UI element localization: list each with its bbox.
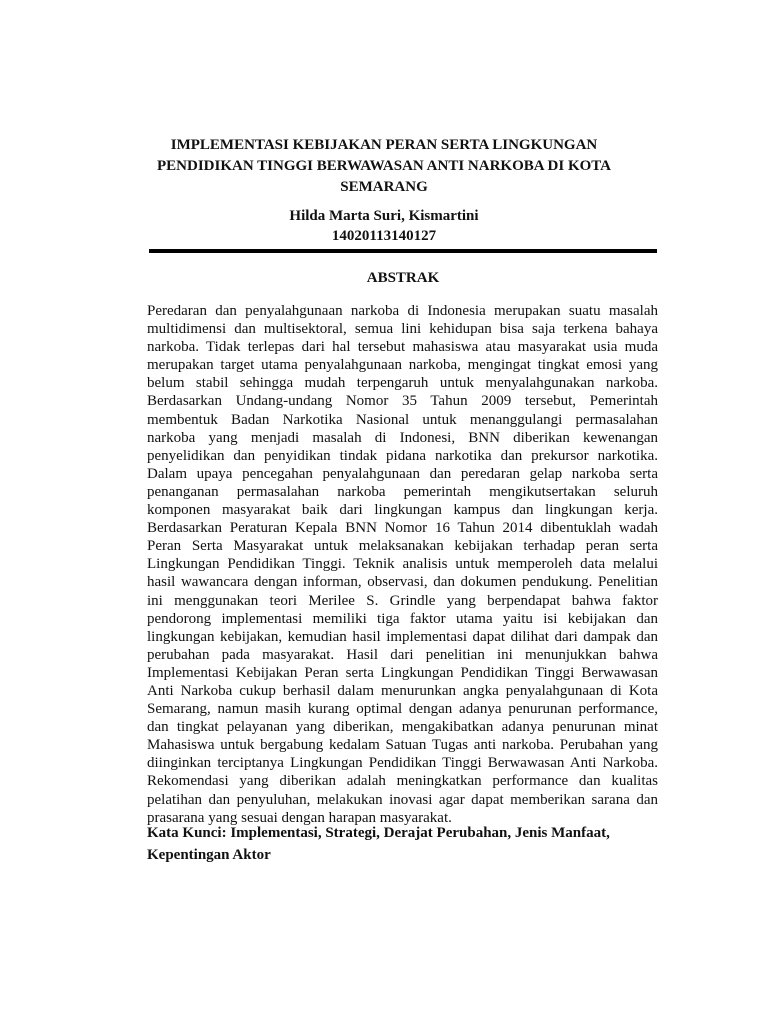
keywords — [147, 822, 658, 866]
abstract-line: ini menggunakan teori Merilee S. Grindle yang berpendapat bahwa faktor — [147, 592, 658, 609]
abstract-line: prasarana yang sesuai dengan harapan masyarakat. — [147, 809, 452, 826]
abstract-line: Dalam upaya pencegahan penyalahgunaan dan peredaran gelap narkoba serta — [147, 465, 658, 482]
abstract-body — [147, 302, 658, 827]
author-names: Hilda Marta Suri, Kismartini — [289, 208, 479, 224]
student-id: 14020113140127 — [331, 228, 437, 244]
abstract-line: Peran Serta Masyarakat untuk melaksanakan kebijakan terhadap peran serta — [147, 538, 658, 555]
abstract-line: diinginkan terciptanya Lingkungan Pendidikan Tinggi Berwawasan Anti Narkoba. — [147, 755, 658, 772]
title-line: SEMARANG — [340, 179, 428, 195]
author-block — [140, 206, 628, 246]
abstract-line: dan tingkat pelayanan yang diberikan, mengakibatkan adanya penurunan minat — [147, 719, 658, 736]
abstract-line: penyelidikan dan penyidikan tindak pidana narkotika dan prekursor narkotika. — [147, 447, 658, 464]
abstract-line: multidimensi dan multisektoral, semua lini kehidupan bisa saja terkena bahaya — [147, 321, 658, 338]
abstract-line: belum stabil sehingga mudah terpengaruh untuk menyalahgunakan narkoba. — [147, 375, 658, 392]
paper-title — [140, 135, 628, 198]
abstract-line: Peredaran dan penyalahgunaan narkoba di Indonesia merupakan suatu masalah — [147, 303, 658, 319]
abstract-line: komponen masyarakat baik dari lingkungan kampus dan lingkungan kerja. — [147, 502, 658, 519]
abstract-line: Berdasarkan Peraturan Kepala BNN Nomor 16 Tahun 2014 dibentuklah wadah — [147, 520, 658, 537]
title-line: PENDIDIKAN TINGGI BERWAWASAN ANTI NARKOBA DI KOTA — [157, 158, 611, 174]
abstract-line: penanganan permasalahan narkoba pemerintah mengikutsertakan seluruh — [147, 483, 658, 500]
abstract-line: Berdasarkan Undang-undang Nomor 35 Tahun 2009 tersebut, Pemerintah — [147, 393, 658, 410]
keywords-line: Kata Kunci: Implementasi, Strategi, Derajat Perubahan, Jenis Manfaat, — [147, 825, 610, 841]
abstract-line: Implementasi Kebijakan Peran serta Lingkungan Pendidikan Tinggi Berwawasan — [147, 664, 658, 681]
abstract-line: Rekomendasi yang diberikan adalah meningkatkan performance dan kualitas — [147, 773, 658, 790]
abstract-line: merupakan target utama penyalahgunaan narkoba, mengingat tingkat emosi yang — [147, 357, 658, 374]
abstract-line: membentuk Badan Narkotika Nasional untuk menanggulangi permasalahan — [147, 411, 658, 428]
abstract-line: perubahan pada masyarakat. Hasil dari penelitian ini menunjukkan bahwa — [147, 646, 658, 663]
abstract-heading: ABSTRAK — [366, 270, 440, 286]
horizontal-rule — [149, 249, 657, 253]
abstract-line: Mahasiswa untuk bergabung kedalam Satuan Tugas anti narkoba. Perubahan yang — [147, 737, 658, 754]
abstract-line: pelatihan dan penyuluhan, melakukan inovasi agar dapat memberikan sarana dan — [147, 791, 658, 808]
title-line: IMPLEMENTASI KEBIJAKAN PERAN SERTA LINGKUNGAN — [170, 137, 598, 153]
abstract-line: Anti Narkoba cukup berhasil dalam menurunkan angka penyalahgunaan di Kota — [147, 682, 658, 699]
abstract-line: hasil wawancara dengan informan, observasi, dan dokumen pendukung. Penelitian — [147, 574, 658, 591]
abstract-line: pendorong implementasi memiliki tiga faktor utama yaitu isi kebijakan dan — [147, 610, 658, 627]
abstract-line: narkoba. Tidak terlepas dari hal tersebut mahasiswa atau masyarakat usia muda — [147, 339, 658, 356]
abstract-line: lingkungan kebijakan, kemudian hasil implementasi dapat dilihat dari dampak dan — [147, 628, 658, 645]
abstract-line: narkoba yang menjadi masalah di Indonesi, BNN diberikan kewenangan — [147, 429, 658, 446]
keywords-line: Kepentingan Aktor — [147, 847, 271, 863]
abstract-line: Lingkungan Pendidikan Tinggi. Teknik analisis untuk memperoleh data melalui — [147, 556, 658, 573]
abstract-line: Semarang, namun masih kurang optimal dengan adanya penurunan performance, — [147, 701, 658, 718]
